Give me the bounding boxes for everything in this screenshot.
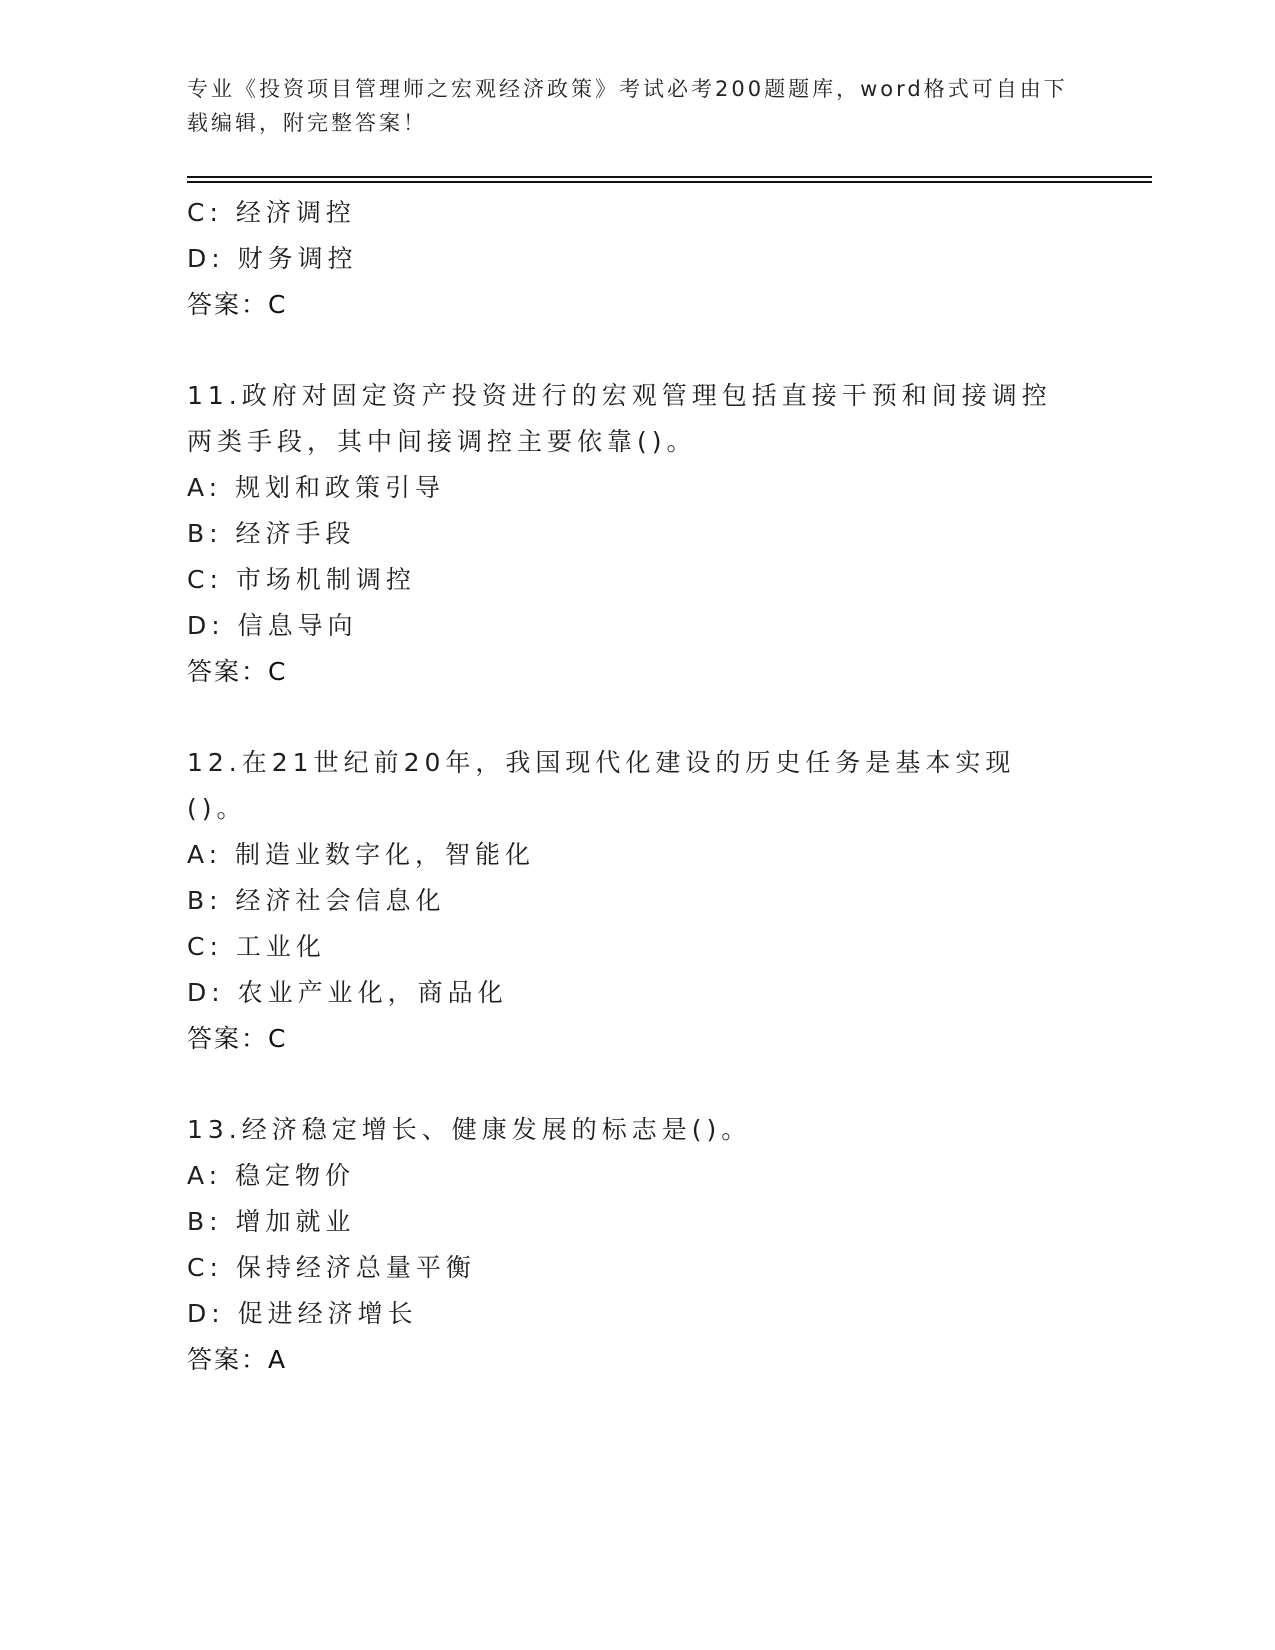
- spacer: [187, 695, 1152, 740]
- spacer: [187, 328, 1152, 373]
- question-text: 11.政府对固定资产投资进行的宏观管理包括直接干预和间接调控两类手段，其中间接调控主要依靠()。: [187, 381, 1052, 456]
- document-header: 专业《投资项目管理师之宏观经济政策》考试必考200题题库，word格式可自由下载编辑，附完整答案！: [187, 77, 1068, 135]
- question-12: [187, 740, 1152, 1062]
- option-a: A: 规划和政策引导: [187, 473, 446, 502]
- header-divider-bottom: [187, 181, 1152, 183]
- question-list: [187, 190, 1152, 1383]
- option-b: B: 经济社会信息化: [187, 886, 446, 915]
- question-13: [187, 1107, 1152, 1383]
- question-fragment: [187, 190, 1152, 328]
- option-d: D: 信息导向: [187, 611, 358, 640]
- answer-label: 答案：C: [187, 1024, 288, 1053]
- option-a: A: 制造业数字化，智能化: [187, 840, 536, 869]
- option-c: C: 工业化: [187, 932, 326, 961]
- question-11: [187, 373, 1152, 695]
- option-d: D: 促进经济增长: [187, 1299, 418, 1328]
- option-b: B: 增加就业: [187, 1207, 356, 1236]
- option-c: C: 经济调控: [187, 198, 356, 227]
- answer-label: 答案：C: [187, 657, 288, 686]
- option-a: A: 稳定物价: [187, 1161, 356, 1190]
- question-text: 13.经济稳定增长、健康发展的标志是()。: [187, 1115, 752, 1144]
- spacer: [187, 1062, 1152, 1107]
- option-d: D: 财务调控: [187, 244, 358, 273]
- option-b: B: 经济手段: [187, 519, 356, 548]
- question-text: 12.在21世纪前20年，我国现代化建设的历史任务是基本实现()。: [187, 748, 1016, 823]
- option-d: D: 农业产业化，商品化: [187, 978, 508, 1007]
- answer-label: 答案：C: [187, 290, 288, 319]
- option-c: C: 保持经济总量平衡: [187, 1253, 476, 1282]
- answer-label: 答案：A: [187, 1345, 288, 1374]
- option-c: C: 市场机制调控: [187, 565, 416, 594]
- header-divider-top: [187, 176, 1152, 178]
